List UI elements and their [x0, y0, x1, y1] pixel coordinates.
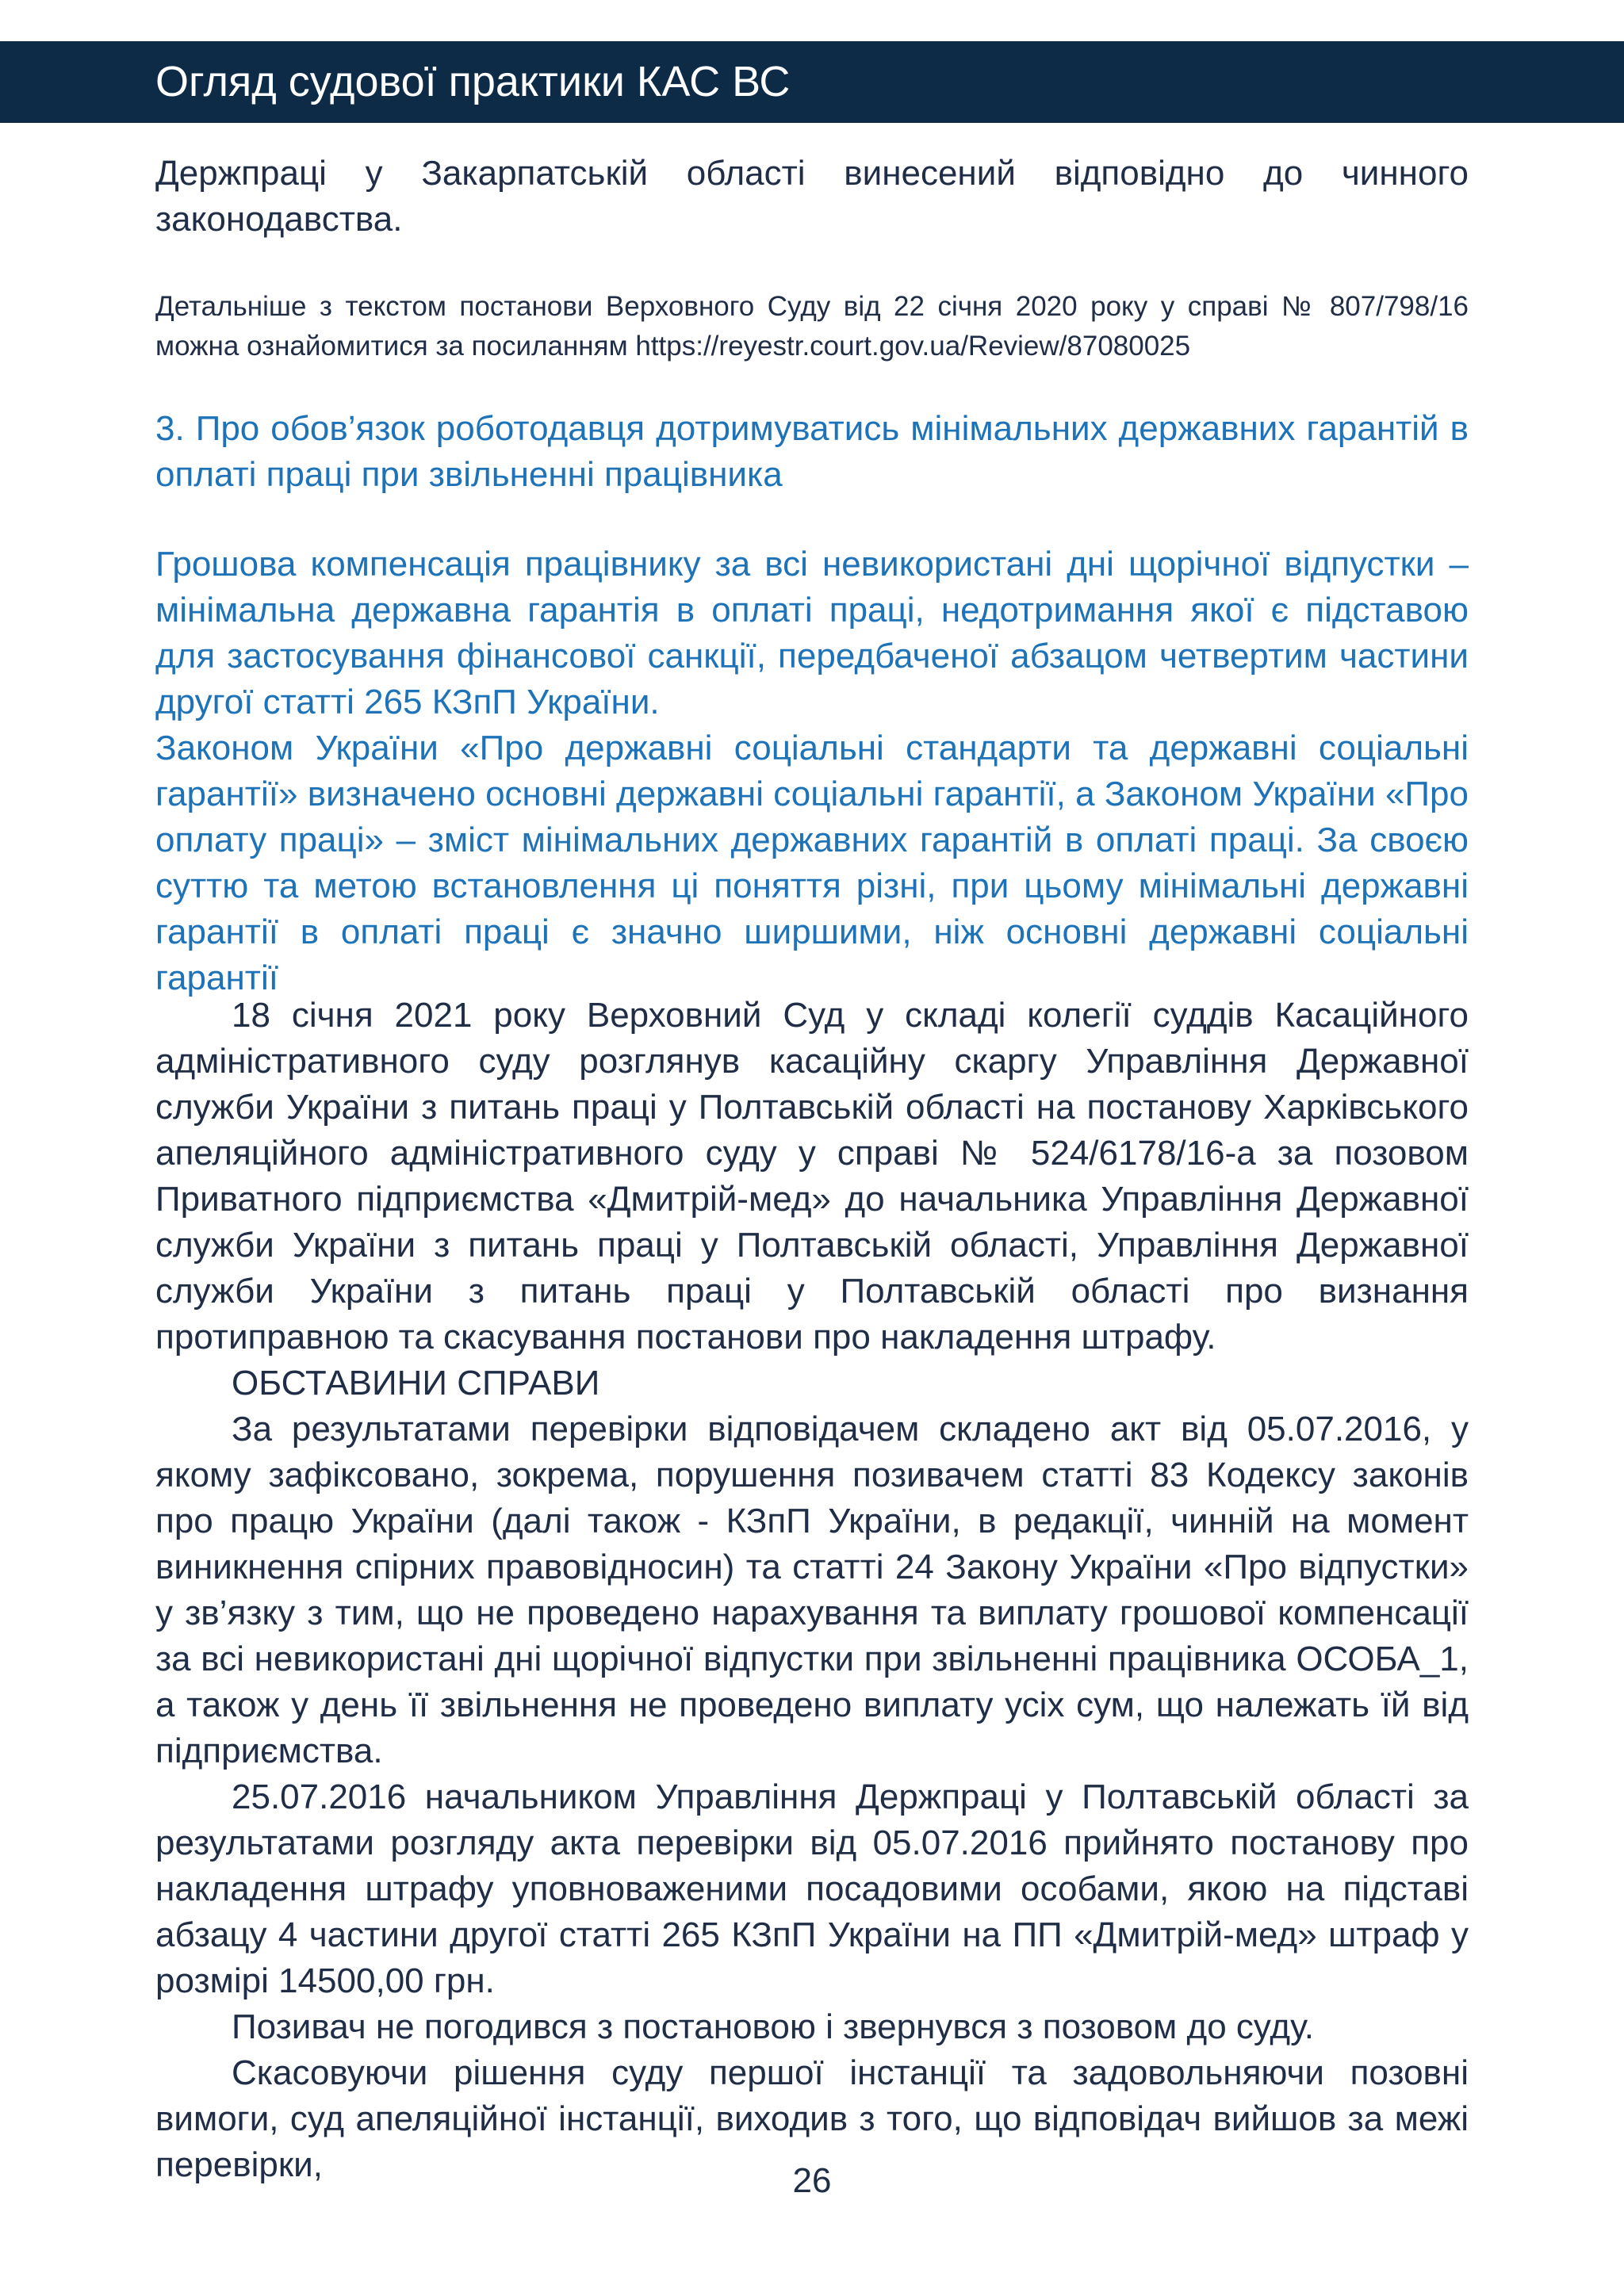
case-body [155, 993, 1469, 2188]
intro-paragraph: Держпраці у Закарпатській області винесений відповідно до чинного законодавства. [155, 154, 1469, 239]
intro-block [155, 151, 1469, 243]
page-number: 26 [792, 2161, 832, 2200]
body-paragraph-4: 25.07.2016 начальником Управління Держпраці у Полтавській області за результатами розгляду акта перевірки від 05.07.2016 прийнято постанову про накладення штрафу уповноваженими посадовими особами, якою на підставі абзацу 4 частини другої статті 265 КЗпП України на ПП «Дмитрій-мед» штраф у розмірі 14500,00 грн. [155, 1777, 1469, 2000]
section-summary-1: Грошова компенсація працівнику за всі невикористані дні щорічної відпустки – мінімальна державна гарантія в оплаті праці, недотримання якої є підставою для застосування фінансової санкції, передбаченої абзацом четвертим частини другої статті 265 КЗпП України. [155, 545, 1469, 721]
reference-note: Детальніше з текстом постанови Верховного Суду від 22 січня 2020 року у справі № 807/798/16 можна ознайомитися за посиланням https://reyestr.court.gov.ua/Review/87080025 [155, 291, 1469, 362]
section-summary-2: Законом України «Про державні соціальні стандарти та державні соціальні гарантії» визначено основні державні соціальні гарантії, а Законом України «Про оплату праці» – зміст мінімальних державних гарантій в оплаті праці. За своєю суттю та метою встановлення ці поняття різні, при цьому мінімальні державні гарантії в оплаті праці є значно ширшими, ніж основні державні соціальні гарантії [155, 729, 1469, 997]
body-paragraph-6: Скасовуючи рішення суду першої інстанції та задовольняючи позовні вимоги, суд апеляційної інстанції, виходив з того, що відповідач вийшов за межі перевірки, [155, 2053, 1469, 2184]
section-heading-block [155, 406, 1469, 498]
body-paragraph-1: 18 січня 2021 року Верховний Суд у складі колегії суддів Касаційного адміністративного суду розглянув касаційну скаргу Управління Державної служби України з питань праці у Полтавській області на постанову Харківського апеляційного адміністративного суду у справі № 524/6178/16-а за позовом Приватного підприємства «Дмитрій-мед» до начальника Управління Державної служби України з питань праці у Полтавській області, Управління Державної служби України з питань праці у Полтавській області про визнання протиправною та скасування постанови про накладення штрафу. [155, 996, 1469, 1357]
body-paragraph-5: Позивач не погодився з постановою і звернувся з позовом до суду. [232, 2007, 1314, 2046]
section-summary-block [155, 541, 1469, 1001]
page-header-bar [0, 41, 1624, 123]
subheading-circumstances: ОБСТАВИНИ СПРАВИ [232, 1364, 600, 1402]
body-paragraph-3: За результатами перевірки відповідачем складено акт від 05.07.2016, у якому зафіксовано, зокрема, порушення позивачем статті 83 Кодексу законів про працю України (далі також - КЗпП України, в редакції, чинній на момент виникнення спірних правовідносин) та статті 24 Закону України «Про відпустки» у зв’язку з тим, що не проведено нарахування та виплату грошової компенсації за всі невикористані дні щорічної відпустки при звільненні працівника ОСОБА_1, а також у день її звільнення не проведено виплату усіх сум, що належать їй від підприємства. [155, 1410, 1469, 1770]
document-title: Огляд судової практики КАС ВС [155, 58, 791, 105]
section-heading: 3. Про обов’язок роботодавця дотримуватись мінімальних державних гарантій в оплаті праці при звільненні працівника [155, 409, 1469, 494]
reference-block [155, 287, 1469, 366]
